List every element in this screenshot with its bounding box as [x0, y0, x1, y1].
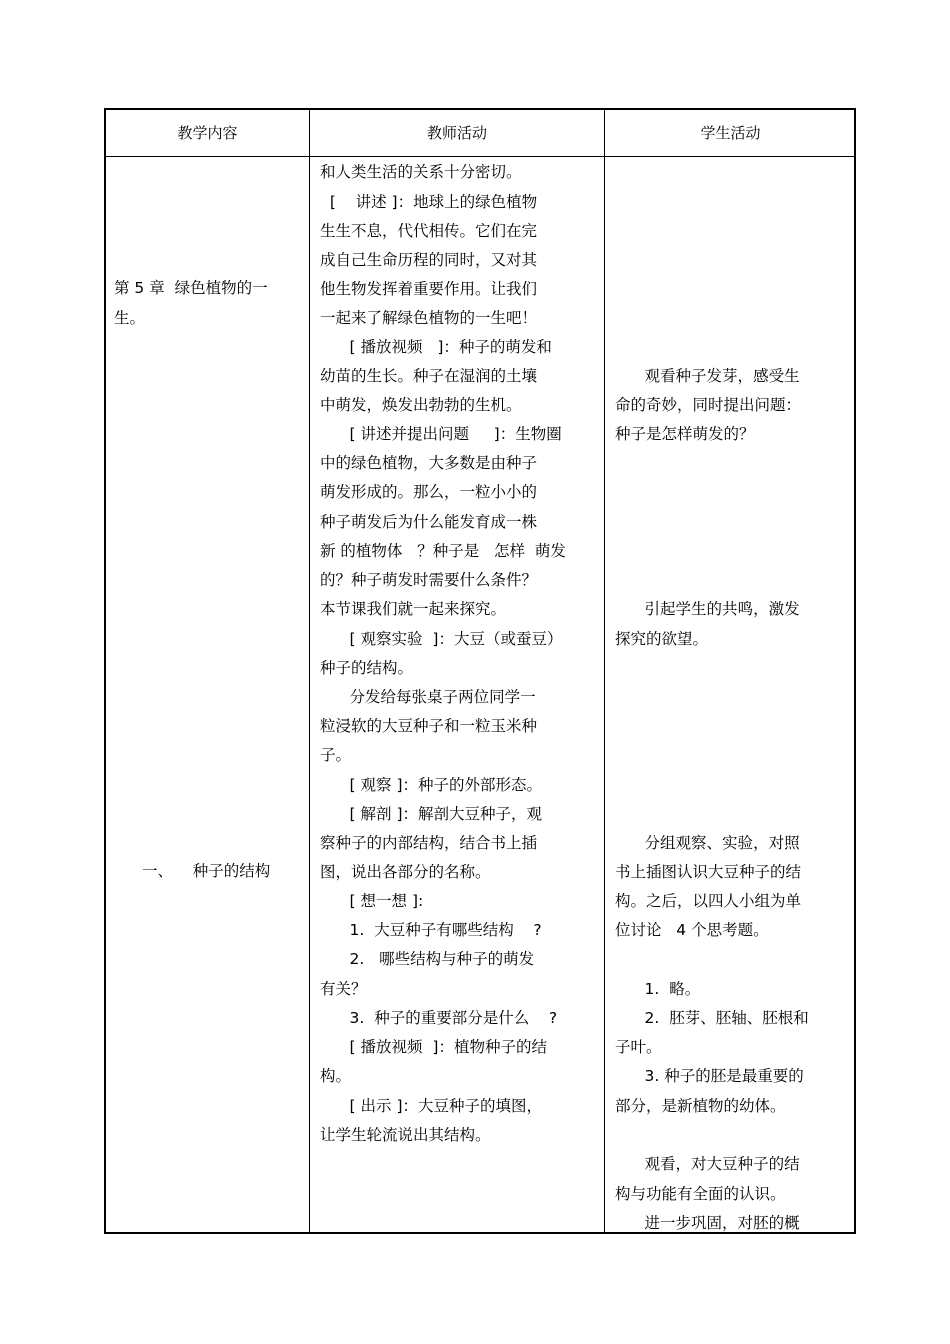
header-content: 教学内容	[177, 124, 238, 142]
student-line: 部分，是新植物的幼体。	[615, 1097, 786, 1115]
teacher-line: 种子的结构。	[320, 659, 414, 677]
teacher-line: 1. 大豆种子有哪些结构 ?	[320, 921, 542, 939]
section-title: 一、 种子的结构	[142, 862, 271, 880]
teacher-line: [ 播放视频 ]：植物种子的结	[320, 1038, 547, 1056]
column-divider	[309, 110, 310, 1232]
teacher-line: 种子萌发后为什么能发育成一株	[320, 513, 538, 531]
teacher-line: 2. 哪些结构与种子的萌发	[320, 950, 535, 968]
teacher-line: 察种子的内部结构，结合书上插	[320, 834, 538, 852]
header-teacher: 教师活动	[426, 124, 487, 142]
teacher-line: 新 的植物体 ？种子是 怎样 萌发	[320, 542, 566, 560]
teacher-line: 生生不息，代代相传。它们在完	[320, 222, 538, 240]
teacher-line: 中萌发，焕发出勃勃的生机。	[320, 396, 522, 414]
student-line: 3. 种子的胚是最重要的	[615, 1067, 804, 1085]
teacher-line: 子。	[320, 746, 352, 764]
student-line: 探究的欲望。	[615, 630, 709, 648]
teacher-line: [ 出示 ]：大豆种子的填图，	[320, 1097, 543, 1115]
teacher-line: 3. 种子的重要部分是什么 ?	[320, 1009, 558, 1027]
teacher-line: 的？种子萌发时需要什么条件？	[320, 571, 538, 589]
student-line: 引起学生的共鸣，激发	[615, 600, 800, 618]
student-line: 观看种子发芽，感受生	[615, 367, 800, 385]
teacher-line: 萌发形成的。那么，一粒小小的	[320, 483, 538, 501]
student-line: 观看，对大豆种子的结	[615, 1155, 800, 1173]
teacher-line: 分发给每张桌子两位同学一	[320, 688, 536, 706]
header-student: 学生活动	[700, 124, 761, 142]
teacher-line: 粒浸软的大豆种子和一粒玉米种	[320, 717, 538, 735]
teacher-line: [ 解剖 ]：解剖大豆种子，观	[320, 805, 543, 823]
teacher-line: 中的绿色植物，大多数是由种子	[320, 454, 538, 472]
teacher-line: [ 观察实验 ]：大豆（或蚕豆）	[320, 630, 563, 648]
teacher-line: [ 观察 ]：种子的外部形态。	[320, 776, 543, 794]
student-line: 分组观察、实验，对照	[615, 834, 800, 852]
teacher-line: 让学生轮流说出其结构。	[320, 1126, 491, 1144]
teacher-line: 图，说出各部分的名称。	[320, 863, 491, 881]
student-line: 子叶。	[615, 1038, 662, 1056]
lesson-plan-table	[104, 108, 856, 1234]
teacher-line: 本节课我们就一起来探究。	[320, 600, 507, 618]
student-line: 命的奇妙，同时提出问题：	[615, 396, 802, 414]
student-line: 位讨论 4 个思考题。	[615, 921, 769, 939]
student-line: 构与功能有全面的认识。	[615, 1185, 786, 1203]
teacher-line: 有关？	[320, 980, 367, 998]
teacher-line: 他生物发挥着重要作用。让我们	[320, 280, 538, 298]
student-line: 1. 略。	[615, 980, 701, 998]
chapter-title-line-1: 第 5 章 绿色植物的一	[114, 279, 268, 297]
column-divider	[604, 110, 605, 1232]
student-line: 2. 胚芽、胚轴、胚根和	[615, 1009, 809, 1027]
teacher-line: [ 讲述并提出问题 ]：生物圈	[320, 425, 562, 443]
teacher-line: 幼苗的生长。种子在湿润的土壤	[320, 367, 538, 385]
teacher-line: [ 想一想 ]:	[320, 892, 424, 910]
teacher-line: 和人类生活的关系十分密切。	[320, 163, 522, 181]
teacher-line: 一起来了解绿色植物的一生吧！	[320, 309, 538, 327]
chapter-title-line-2: 生。	[114, 309, 146, 327]
student-line: 构。之后，以四人小组为单	[615, 892, 802, 910]
student-line: 书上插图认识大豆种子的结	[615, 863, 802, 881]
teacher-line: 构。	[320, 1067, 352, 1085]
teacher-line: [ 讲述 ]：地球上的绿色植物	[320, 193, 538, 211]
teacher-line: [ 播放视频 ]：种子的萌发和	[320, 338, 552, 356]
student-line: 种子是怎样萌发的？	[615, 425, 755, 443]
teacher-line: 成自己生命历程的同时，又对其	[320, 251, 538, 269]
student-line: 进一步巩固，对胚的概	[615, 1214, 800, 1232]
